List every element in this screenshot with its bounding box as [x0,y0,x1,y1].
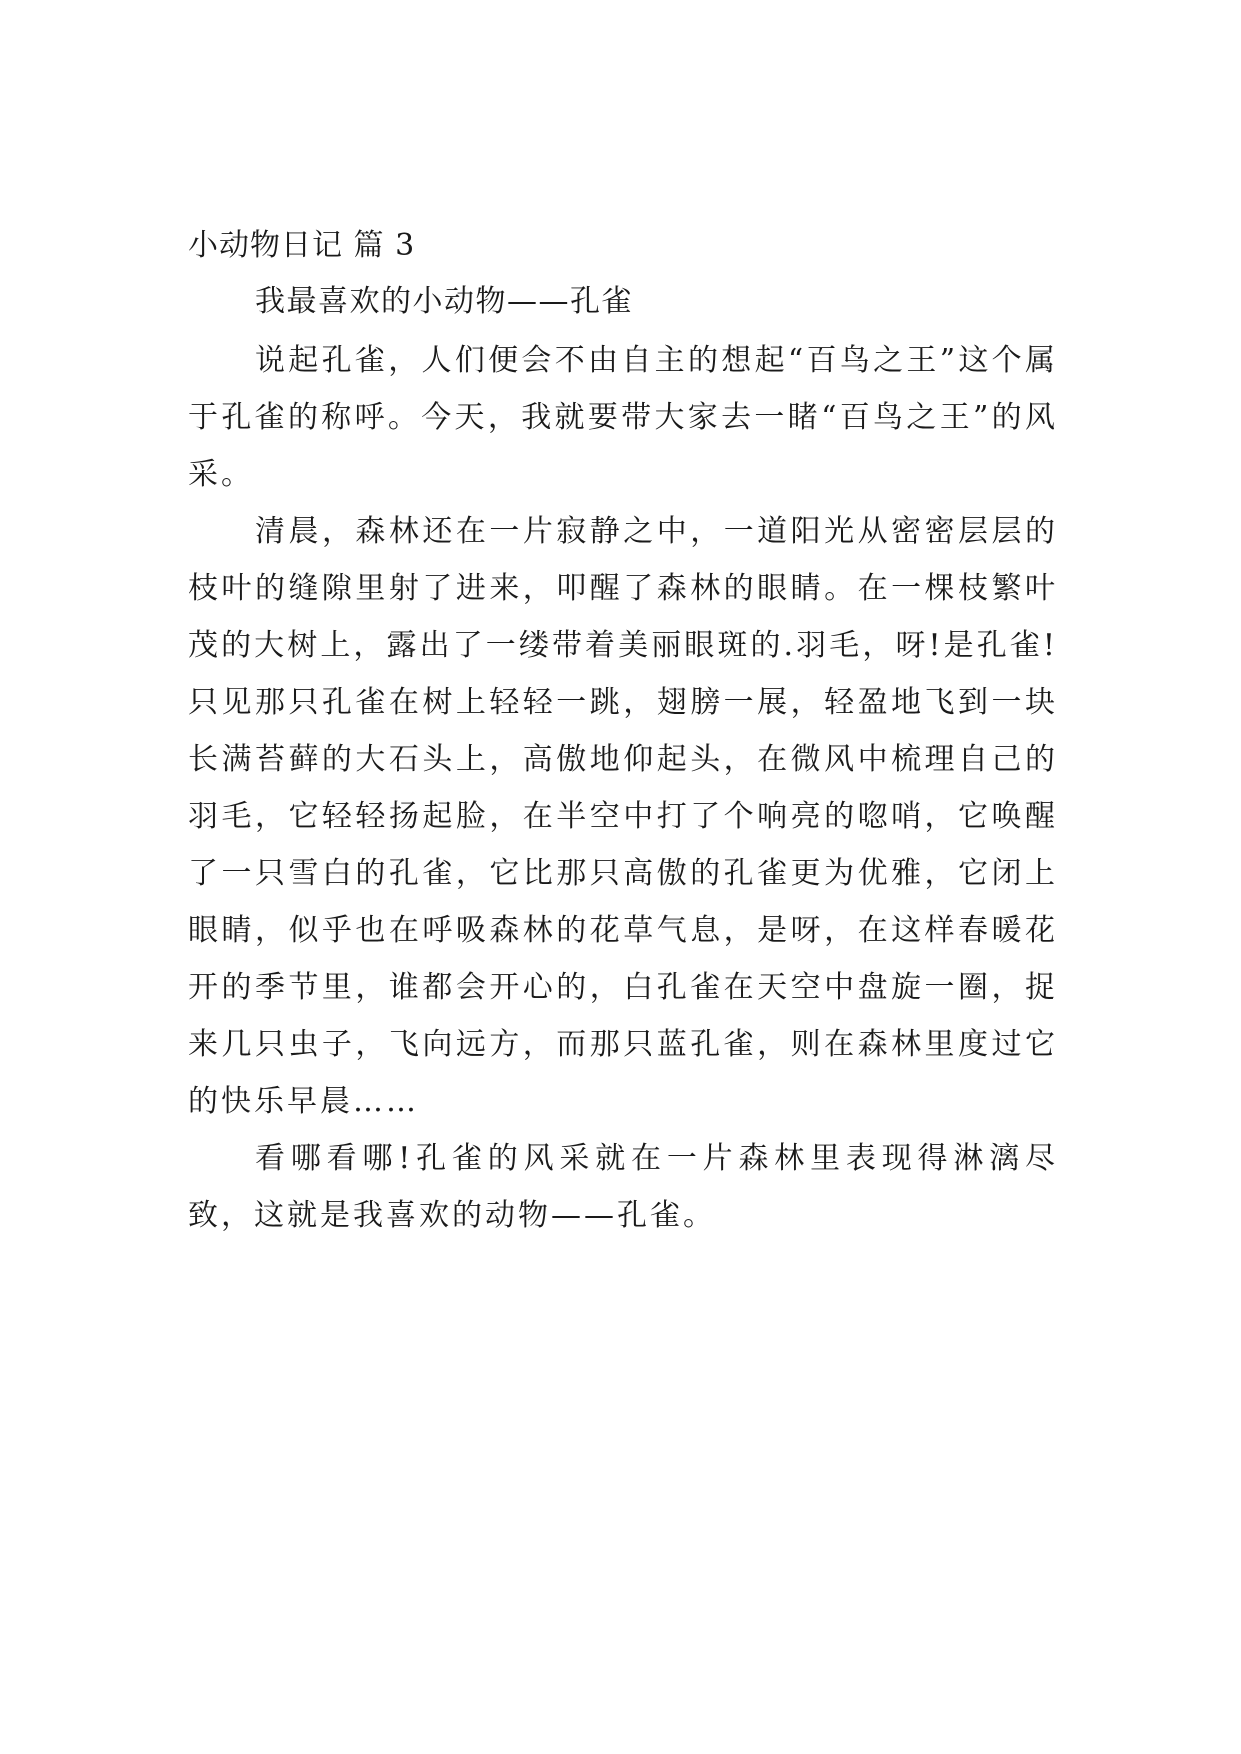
paragraph-morning: 清晨，森林还在一片寂静之中，一道阳光从密密层层的枝叶的缝隙里射了进来，叩醒了森林的眼睛。在一棵枝繁叶茂的大树上，露出了一缕带着美丽眼斑的.羽毛，呀!是孔雀!只见那只孔雀在树上轻轻一跳，翅膀一展，轻盈地飞到一块长满苔藓的大石头上，高傲地仰起头，在微风中梳理自己的羽毛，它轻轻扬起脸，在半空中打了个响亮的唿哨，它唤醒了一只雪白的孔雀，它比那只高傲的孔雀更为优雅，它闭上眼睛，似乎也在呼吸森林的花草气息，是呀，在这样春暖花开的季节里，谁都会开心的，白孔雀在天空中盘旋一圈，捉来几只虫子，飞向远方，而那只蓝孔雀，则在森林里度过它的快乐早晨…… [188,514,1058,1119]
article-subtitle: 我最喜欢的小动物——孔雀 [255,284,633,319]
document-body [188,222,1058,1244]
paragraph-intro: 说起孔雀，人们便会不由自主的想起“百鸟之王”这个属于孔雀的称呼。今天，我就要带大家去一睹“百鸟之王”的风采。 [188,343,1058,492]
paragraph-conclusion: 看哪看哪!孔雀的风采就在一片森林里表现得淋漓尽致，这就是我喜欢的动物——孔雀。 [188,1141,1058,1233]
document-title: 小动物日记 篇 3 [188,228,416,263]
